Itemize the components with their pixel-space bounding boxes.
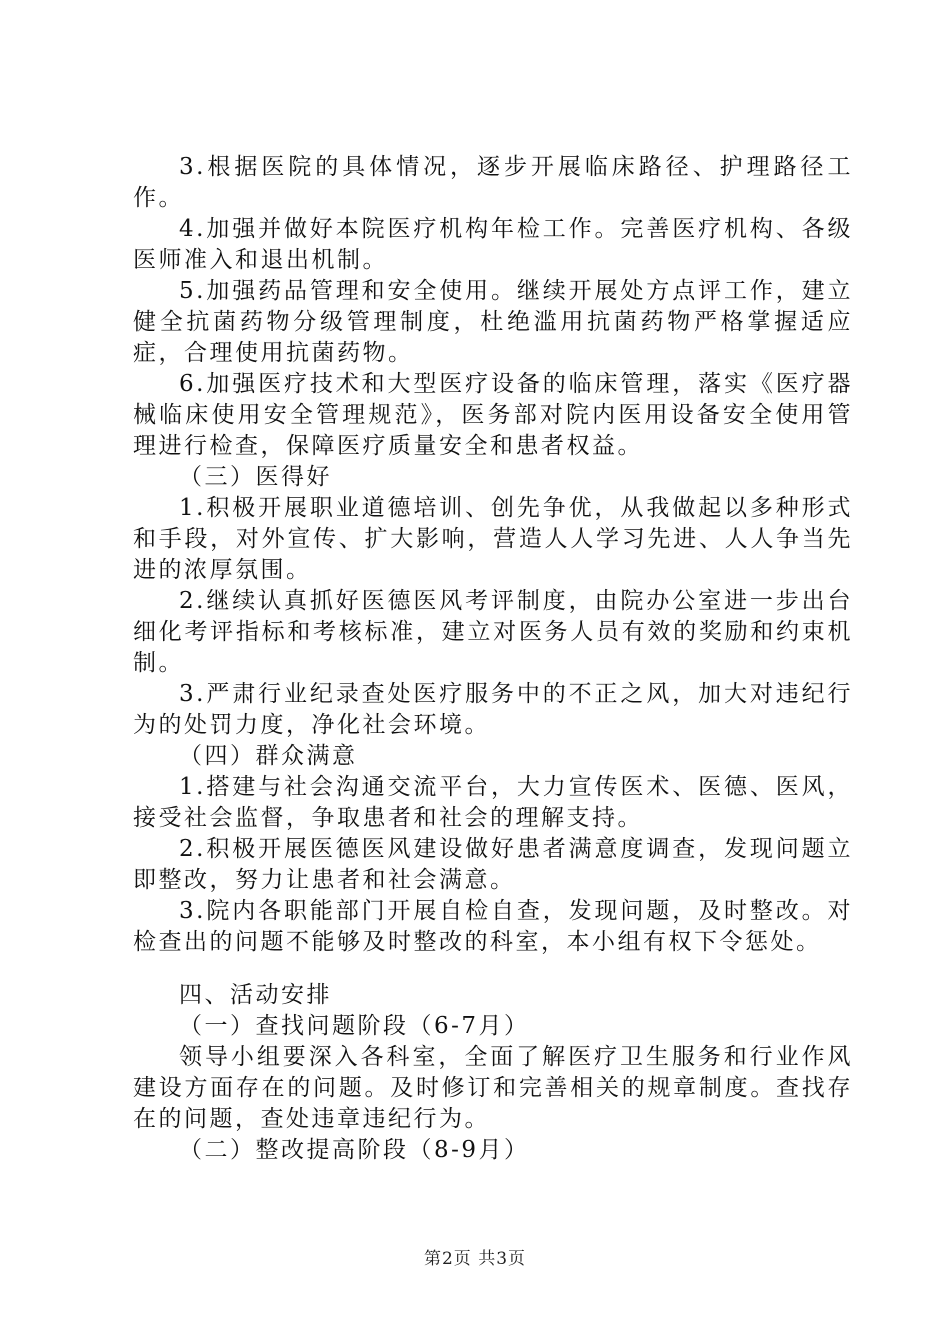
- document-body: [133, 152, 853, 1166]
- paragraph-clinical-pathway: 3.根据医院的具体情况，逐步开展临床路径、护理路径工作。: [133, 154, 853, 211]
- heading-section-three: （三）医得好: [179, 464, 332, 490]
- heading-phase-one: （一）查找问题阶段（6-7月）: [179, 1013, 530, 1039]
- paragraph-ethics-evaluation: 2.继续认真抓好医德医风考评制度，由院办公室进一步出台细化考评指标和考核标准，建立对医务人员有效的奖励和约束机制。: [133, 588, 853, 676]
- paragraph-satisfaction-survey: 2.积极开展医德医风建设做好患者满意度调查，发现问题立即整改，努力让患者和社会满意。: [133, 836, 853, 893]
- heading-activity-schedule: 四、活动安排: [179, 982, 332, 1008]
- paragraph-ethics-training: 1.积极开展职业道德培训、创先争优，从我做起以多种形式和手段，对外宣传、扩大影响，营造人人学习先进、人人争当先进的浓厚氛围。: [133, 495, 853, 583]
- paragraph-discipline: 3.严肃行业纪录查处医疗服务中的不正之风，加大对违纪行为的处罚力度，净化社会环境。: [133, 681, 853, 738]
- paragraph-equipment-management: 6.加强医疗技术和大型医疗设备的临床管理，落实《医疗器械临床使用安全管理规范》，医务部对院内医用设备安全使用管理进行检查，保障医疗质量安全和患者权益。: [133, 371, 853, 459]
- paragraph-self-inspection: 3.院内各职能部门开展自检自查，发现问题，及时整改。对检查出的问题不能够及时整改的科室，本小组有权下令惩处。: [133, 898, 853, 955]
- paragraph-drug-management: 5.加强药品管理和安全使用。继续开展处方点评工作，建立健全抗菌药物分级管理制度，杜绝滥用抗菌药物严格掌握适应症，合理使用抗菌药物。: [133, 278, 853, 366]
- paragraph-communication-platform: 1.搭建与社会沟通交流平台，大力宣传医术、医德、医风，接受社会监督，争取患者和社会的理解支持。: [133, 774, 853, 831]
- heading-section-four: （四）群众满意: [179, 743, 358, 769]
- heading-phase-two: （二）整改提高阶段（8-9月）: [179, 1137, 530, 1163]
- paragraph-phase-one-detail: 领导小组要深入各科室，全面了解医疗卫生服务和行业作风建设方面存在的问题。及时修订和完善相关的规章制度。查找存在的问题，查处违章违纪行为。: [133, 1044, 853, 1132]
- paragraph-annual-inspection: 4.加强并做好本院医疗机构年检工作。完善医疗机构、各级医师准入和退出机制。: [133, 216, 853, 273]
- page-footer: 第2页 共3页: [423, 1249, 527, 1269]
